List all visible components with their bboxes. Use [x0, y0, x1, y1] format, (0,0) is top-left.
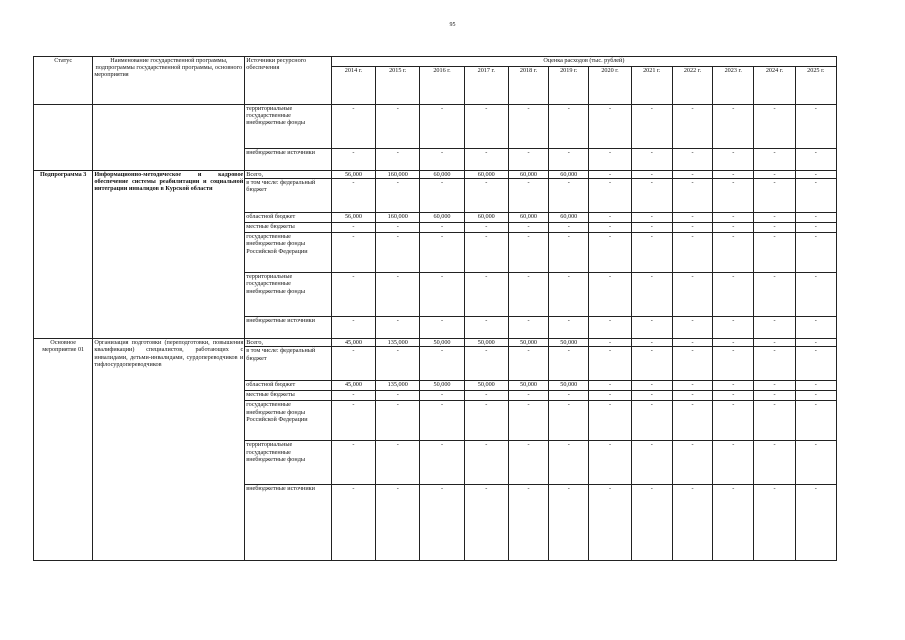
value-cell: 50,000 [420, 381, 464, 391]
value-cell: - [672, 171, 712, 179]
value-cell: - [631, 441, 672, 485]
value-cell: - [713, 149, 754, 171]
source-cell: в том числе: федеральный бюджет [245, 347, 332, 381]
value-cell: - [754, 317, 795, 339]
value-cell: - [420, 233, 464, 273]
value-cell: - [795, 441, 836, 485]
value-cell: - [420, 223, 464, 233]
estimate-header: Оценка расходов (тыс. рублей) [331, 57, 836, 67]
value-cell: - [672, 339, 712, 347]
value-cell: 56,000 [331, 171, 375, 179]
value-cell: - [508, 273, 548, 317]
year-header: 2015 г. [376, 67, 420, 105]
value-cell: - [508, 223, 548, 233]
source-cell: территориальные государственные внебюджетные фонды [245, 105, 332, 149]
value-cell: - [631, 213, 672, 223]
value-cell: - [754, 441, 795, 485]
year-header: 2016 г. [420, 67, 464, 105]
value-cell: - [672, 273, 712, 317]
year-header: 2014 г. [331, 67, 375, 105]
value-cell: - [631, 273, 672, 317]
value-cell: - [508, 317, 548, 339]
value-cell: - [549, 401, 589, 441]
value-cell: 50,000 [508, 381, 548, 391]
value-cell: - [672, 391, 712, 401]
value-cell: - [589, 401, 631, 441]
value-cell: - [795, 401, 836, 441]
value-cell: - [713, 441, 754, 485]
value-cell: - [376, 485, 420, 561]
value-cell: - [631, 223, 672, 233]
value-cell: - [420, 401, 464, 441]
value-cell: - [631, 171, 672, 179]
source-cell: внебюджетные источники [245, 317, 332, 339]
value-cell: - [549, 317, 589, 339]
value-cell: - [376, 179, 420, 213]
value-cell: - [713, 223, 754, 233]
value-cell: - [713, 105, 754, 149]
value-cell: - [795, 347, 836, 381]
value-cell: 50,000 [508, 339, 548, 347]
value-cell: - [589, 105, 631, 149]
value-cell: - [589, 171, 631, 179]
value-cell: - [589, 273, 631, 317]
value-cell: - [376, 233, 420, 273]
value-cell: - [376, 149, 420, 171]
value-cell: - [795, 149, 836, 171]
value-cell: 60,000 [508, 171, 548, 179]
value-cell: - [754, 105, 795, 149]
value-cell: - [331, 179, 375, 213]
source-cell: территориальные государственные внебюджетные фонды [245, 273, 332, 317]
value-cell: - [331, 149, 375, 171]
value-cell: - [508, 485, 548, 561]
header-row [34, 57, 837, 67]
value-cell: - [754, 347, 795, 381]
year-header: 2021 г. [631, 67, 672, 105]
value-cell: - [464, 485, 508, 561]
value-cell: - [754, 339, 795, 347]
value-cell: - [795, 171, 836, 179]
name-cell: Организация подготовки (переподготовки, повышения квалификации) специалистов, работающих с инвалидами, детьми-инвалидами, сурдопереводчиков и тифлосурдопереводчиков [93, 339, 245, 561]
name-cell: Информационно-методическое и кадровое обеспечение системы реабилитации и социальной интеграции инвалидов в Курской области [93, 171, 245, 339]
value-cell: - [713, 171, 754, 179]
value-cell: - [508, 347, 548, 381]
value-cell: - [549, 485, 589, 561]
value-cell: - [672, 401, 712, 441]
value-cell: - [631, 105, 672, 149]
value-cell: - [549, 149, 589, 171]
value-cell: - [589, 213, 631, 223]
source-cell: местные бюджеты [245, 223, 332, 233]
value-cell: - [631, 391, 672, 401]
value-cell: 45,000 [331, 339, 375, 347]
budget-table [33, 56, 837, 561]
value-cell: - [589, 317, 631, 339]
value-cell: - [713, 213, 754, 223]
value-cell: - [508, 105, 548, 149]
value-cell: - [589, 339, 631, 347]
value-cell: 60,000 [464, 171, 508, 179]
value-cell: - [589, 149, 631, 171]
value-cell: - [672, 179, 712, 213]
value-cell: 135,000 [376, 339, 420, 347]
value-cell: - [795, 339, 836, 347]
value-cell: - [589, 441, 631, 485]
table-row [34, 171, 837, 179]
value-cell: - [331, 401, 375, 441]
value-cell: - [795, 105, 836, 149]
value-cell: - [464, 441, 508, 485]
value-cell: - [376, 317, 420, 339]
value-cell: - [549, 233, 589, 273]
value-cell: - [631, 317, 672, 339]
source-cell: Всего, [245, 171, 332, 179]
value-cell: - [420, 317, 464, 339]
value-cell: - [631, 149, 672, 171]
value-cell: - [713, 339, 754, 347]
value-cell: - [754, 401, 795, 441]
value-cell: - [508, 149, 548, 171]
value-cell: - [376, 273, 420, 317]
value-cell: - [549, 441, 589, 485]
value-cell: - [331, 391, 375, 401]
value-cell: - [464, 273, 508, 317]
value-cell: - [464, 233, 508, 273]
year-header: 2022 г. [672, 67, 712, 105]
value-cell: - [672, 233, 712, 273]
source-cell: территориальные государственные внебюджетные фонды [245, 441, 332, 485]
value-cell: - [464, 391, 508, 401]
value-cell: - [754, 179, 795, 213]
value-cell: - [376, 105, 420, 149]
value-cell: 50,000 [549, 381, 589, 391]
value-cell: - [589, 223, 631, 233]
value-cell: - [795, 273, 836, 317]
value-cell: - [331, 233, 375, 273]
value-cell: - [589, 485, 631, 561]
value-cell: - [795, 223, 836, 233]
value-cell: - [672, 347, 712, 381]
value-cell: - [464, 179, 508, 213]
value-cell: - [713, 273, 754, 317]
value-cell: 60,000 [420, 213, 464, 223]
value-cell: - [420, 179, 464, 213]
value-cell: - [589, 347, 631, 381]
value-cell: - [713, 401, 754, 441]
value-cell: - [713, 233, 754, 273]
value-cell: - [754, 171, 795, 179]
value-cell: 50,000 [549, 339, 589, 347]
value-cell: - [508, 441, 548, 485]
value-cell: - [589, 179, 631, 213]
year-header: 2020 г. [589, 67, 631, 105]
value-cell: - [464, 401, 508, 441]
value-cell: - [713, 347, 754, 381]
sources-header: Источники ресурсного обеспечения [245, 57, 332, 105]
value-cell: - [464, 223, 508, 233]
value-cell: - [672, 441, 712, 485]
value-cell: - [420, 347, 464, 381]
value-cell: - [713, 179, 754, 213]
value-cell: - [508, 391, 548, 401]
value-cell: - [464, 105, 508, 149]
value-cell: - [464, 149, 508, 171]
value-cell: - [331, 347, 375, 381]
value-cell: - [589, 381, 631, 391]
value-cell: - [549, 273, 589, 317]
value-cell: - [376, 223, 420, 233]
value-cell: - [589, 391, 631, 401]
source-cell: местные бюджеты [245, 391, 332, 401]
value-cell: - [631, 485, 672, 561]
value-cell: - [420, 485, 464, 561]
value-cell: - [795, 381, 836, 391]
value-cell: - [795, 317, 836, 339]
value-cell: - [331, 441, 375, 485]
table-row [34, 105, 837, 149]
value-cell: - [713, 317, 754, 339]
value-cell: - [331, 105, 375, 149]
value-cell: - [631, 401, 672, 441]
value-cell: - [672, 381, 712, 391]
value-cell: - [508, 233, 548, 273]
value-cell: - [672, 105, 712, 149]
year-header: 2019 г. [549, 67, 589, 105]
value-cell: 60,000 [508, 213, 548, 223]
value-cell: - [549, 179, 589, 213]
source-cell: государственные внебюджетные фонды Российской Федерации [245, 233, 332, 273]
status-cell: Основное мероприятие 01 [34, 339, 93, 561]
year-header: 2025 г. [795, 67, 836, 105]
status-cell [34, 105, 93, 171]
value-cell: 45,000 [331, 381, 375, 391]
value-cell: 56,000 [331, 213, 375, 223]
value-cell: - [672, 317, 712, 339]
value-cell: 60,000 [464, 213, 508, 223]
source-cell: внебюджетные источники [245, 485, 332, 561]
value-cell: - [508, 401, 548, 441]
table-row [34, 339, 837, 347]
value-cell: 160,000 [376, 213, 420, 223]
value-cell: - [713, 485, 754, 561]
value-cell: - [331, 223, 375, 233]
value-cell: 135,000 [376, 381, 420, 391]
value-cell: - [754, 149, 795, 171]
value-cell: - [376, 441, 420, 485]
value-cell: - [420, 441, 464, 485]
value-cell: - [672, 213, 712, 223]
value-cell: - [754, 391, 795, 401]
value-cell: - [754, 485, 795, 561]
source-cell: областной бюджет [245, 213, 332, 223]
year-header: 2017 г. [464, 67, 508, 105]
value-cell: - [754, 381, 795, 391]
page-number: 95 [449, 22, 456, 28]
value-cell: - [631, 347, 672, 381]
value-cell: - [331, 273, 375, 317]
value-cell: - [631, 233, 672, 273]
value-cell: - [376, 401, 420, 441]
value-cell: 50,000 [464, 381, 508, 391]
value-cell: - [672, 149, 712, 171]
table-body [34, 57, 837, 561]
value-cell: - [589, 233, 631, 273]
value-cell: - [672, 223, 712, 233]
value-cell: - [795, 213, 836, 223]
value-cell: - [420, 105, 464, 149]
value-cell: - [631, 381, 672, 391]
value-cell: - [795, 233, 836, 273]
value-cell: - [331, 485, 375, 561]
value-cell: 50,000 [464, 339, 508, 347]
value-cell: - [464, 317, 508, 339]
source-cell: Всего, [245, 339, 332, 347]
value-cell: 60,000 [420, 171, 464, 179]
value-cell: - [549, 223, 589, 233]
value-cell: - [420, 273, 464, 317]
value-cell: - [754, 273, 795, 317]
year-header: 2023 г. [713, 67, 754, 105]
value-cell: - [795, 391, 836, 401]
name-cell [93, 105, 245, 171]
value-cell: - [795, 485, 836, 561]
source-cell: внебюджетные источники [245, 149, 332, 171]
value-cell: - [549, 105, 589, 149]
value-cell: - [754, 213, 795, 223]
source-cell: областной бюджет [245, 381, 332, 391]
value-cell: - [508, 179, 548, 213]
value-cell: - [713, 391, 754, 401]
status-cell: Подпрограмма 3 [34, 171, 93, 339]
value-cell: - [549, 347, 589, 381]
name-header: Наименование государственной программы, подпрограммы государственной программы, основного мероприятия [93, 57, 245, 105]
value-cell: - [754, 233, 795, 273]
value-cell: 60,000 [549, 171, 589, 179]
value-cell: 60,000 [549, 213, 589, 223]
source-cell: государственные внебюджетные фонды Российской Федерации [245, 401, 332, 441]
value-cell: - [631, 339, 672, 347]
value-cell: - [672, 485, 712, 561]
value-cell: 160,000 [376, 171, 420, 179]
year-header: 2024 г. [754, 67, 795, 105]
value-cell: - [420, 149, 464, 171]
value-cell: - [376, 347, 420, 381]
value-cell: 50,000 [420, 339, 464, 347]
year-header: 2018 г. [508, 67, 548, 105]
value-cell: - [331, 317, 375, 339]
source-cell: в том числе: федеральный бюджет [245, 179, 332, 213]
value-cell: - [464, 347, 508, 381]
value-cell: - [420, 391, 464, 401]
value-cell: - [631, 179, 672, 213]
value-cell: - [376, 391, 420, 401]
value-cell: - [754, 223, 795, 233]
status-header: Статус [34, 57, 93, 105]
value-cell: - [713, 381, 754, 391]
value-cell: - [795, 179, 836, 213]
value-cell: - [549, 391, 589, 401]
